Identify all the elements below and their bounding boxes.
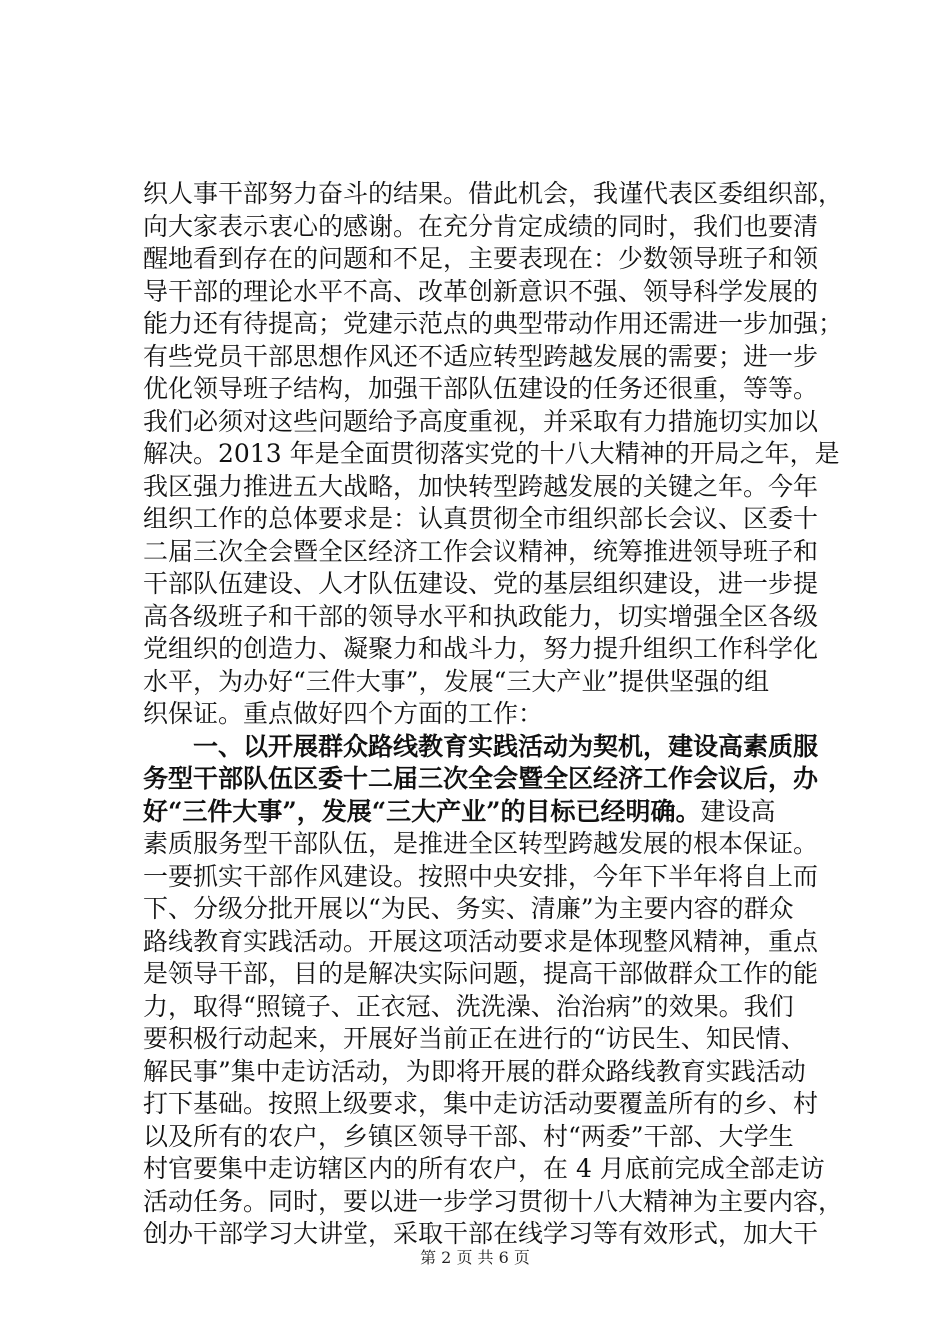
text-line-content: 优化领导班子结构，加强干部队伍建设的任务还很重，等等。 — [143, 374, 819, 403]
text-line-content: 解决。2013 年是全面贯彻落实党的十八大精神的开局之年，是 — [143, 439, 840, 468]
text-line-tail: 建设高 — [700, 796, 776, 826]
text-line — [143, 373, 853, 406]
text-line — [143, 568, 853, 601]
text-line — [143, 276, 853, 309]
text-line — [143, 601, 853, 634]
text-line — [143, 243, 853, 276]
text-line — [143, 763, 853, 796]
text-line — [143, 438, 853, 471]
text-line-content: 高各级班子和干部的领导水平和执政能力，切实增强全区各级 — [143, 601, 819, 631]
text-line — [143, 503, 853, 536]
text-line — [143, 666, 853, 699]
text-line — [143, 991, 853, 1024]
text-line-content: 是领导干部，目的是解决实际问题，提高干部做群众工作的能 — [143, 959, 819, 988]
text-line-content: 醒地看到存在的问题和不足，主要表现在：少数领导班子和领 — [143, 244, 819, 273]
text-line-content: 打下基础。按照上级要求，集中走访活动要覆盖所有的乡、村 — [143, 1089, 819, 1118]
text-line — [143, 926, 853, 959]
text-line — [143, 958, 853, 991]
text-line — [143, 1186, 853, 1219]
text-line-content: 我区强力推进五大战略，加快转型跨越发展的关键之年。今年 — [143, 471, 819, 501]
text-line-content: 水平，为办好“三件大事”，发展“三大产业”提供坚强的组 — [143, 666, 770, 696]
text-line-content: 导干部的理论水平不高、改革创新意识不强、领导科学发展的 — [143, 276, 819, 306]
text-line-content: 力，取得“照镜子、正衣冠、洗洗澡、治治病”的效果。我们 — [143, 991, 794, 1021]
text-line-content: 素质服务型干部队伍，是推进全区转型跨越发展的根本保证。 — [143, 829, 819, 858]
text-line-content: 以及所有的农户，乡镇区领导干部、村“两委”干部、大学生 — [143, 1121, 794, 1151]
text-line — [143, 796, 853, 829]
text-line — [143, 1153, 853, 1186]
text-line — [143, 406, 853, 439]
text-line-content: 村官要集中走访辖区内的所有农户，在 4 月底前完成全部走访 — [143, 1154, 825, 1183]
text-line-content: 一要抓实干部作风建设。按照中央安排，今年下半年将自上而 — [143, 861, 819, 891]
text-line-content: 干部队伍建设、人才队伍建设、党的基层组织建设，进一步提 — [143, 569, 819, 598]
text-line-content: 创办干部学习大讲堂，采取干部在线学习等有效形式，加大干 — [143, 1219, 819, 1248]
text-line — [143, 1121, 853, 1154]
text-line-content: 务型干部队伍区委十二届三次全会暨全区经济工作会议后，办 — [143, 764, 819, 793]
text-line — [143, 861, 853, 894]
text-line-content: 要积极行动起来，开展好当前正在进行的“访民生、知民情、 — [143, 1024, 806, 1053]
text-line-content: 下、分级分批开展以“为民、务实、清廉”为主要内容的群众 — [143, 894, 794, 923]
text-line-content: 一、以开展群众路线教育实践活动为契机，建设高素质服 — [193, 731, 819, 761]
text-line-content: 有些党员干部思想作风还不适应转型跨越发展的需要；进一步 — [143, 341, 819, 371]
text-line — [143, 1218, 853, 1251]
text-line-content: 组织工作的总体要求是：认真贯彻全市组织部长会议、区委十 — [143, 504, 819, 533]
text-line-content: 路线教育实践活动。开展这项活动要求是体现整风精神，重点 — [143, 926, 819, 956]
text-line — [143, 211, 853, 244]
document-body — [143, 178, 853, 1251]
page-footer: 第 2 页 共 6 页 — [420, 1248, 530, 1267]
text-line-content: 活动任务。同时，要以进一步学习贯彻十八大精神为主要内容， — [143, 1186, 844, 1216]
text-line-content: 我们必须对这些问题给予高度重视，并采取有力措施切实加以 — [143, 406, 819, 436]
text-line-content: 向大家表示衷心的感谢。在充分肯定成绩的同时，我们也要清 — [143, 211, 819, 241]
text-line-content: 好“三件大事”，发展“三大产业”的目标已经明确。 — [143, 796, 701, 826]
text-line — [143, 536, 853, 569]
text-line-content: 解民事”集中走访活动，为即将开展的群众路线教育实践活动 — [143, 1056, 806, 1086]
text-line — [143, 1056, 853, 1089]
text-line — [143, 893, 853, 926]
text-line-content: 二届三次全会暨全区经济工作会议精神，统筹推进领导班子和 — [143, 536, 819, 566]
text-line-content: 能力还有待提高；党建示范点的典型带动作用还需进一步加强； — [143, 309, 844, 338]
text-line — [143, 731, 853, 764]
text-line — [143, 828, 853, 861]
text-line — [143, 341, 853, 374]
text-line-content: 织保证。重点做好四个方面的工作： — [143, 699, 544, 728]
text-line — [143, 698, 853, 731]
text-line — [143, 1088, 853, 1121]
text-line — [143, 178, 853, 211]
text-line-content: 党组织的创造力、凝聚力和战斗力，努力提升组织工作科学化 — [143, 634, 819, 663]
text-line — [143, 633, 853, 666]
text-line-content: 织人事干部努力奋斗的结果。借此机会，我谨代表区委组织部， — [143, 179, 844, 208]
text-line — [143, 1023, 853, 1056]
text-line — [143, 471, 853, 504]
text-line — [143, 308, 853, 341]
